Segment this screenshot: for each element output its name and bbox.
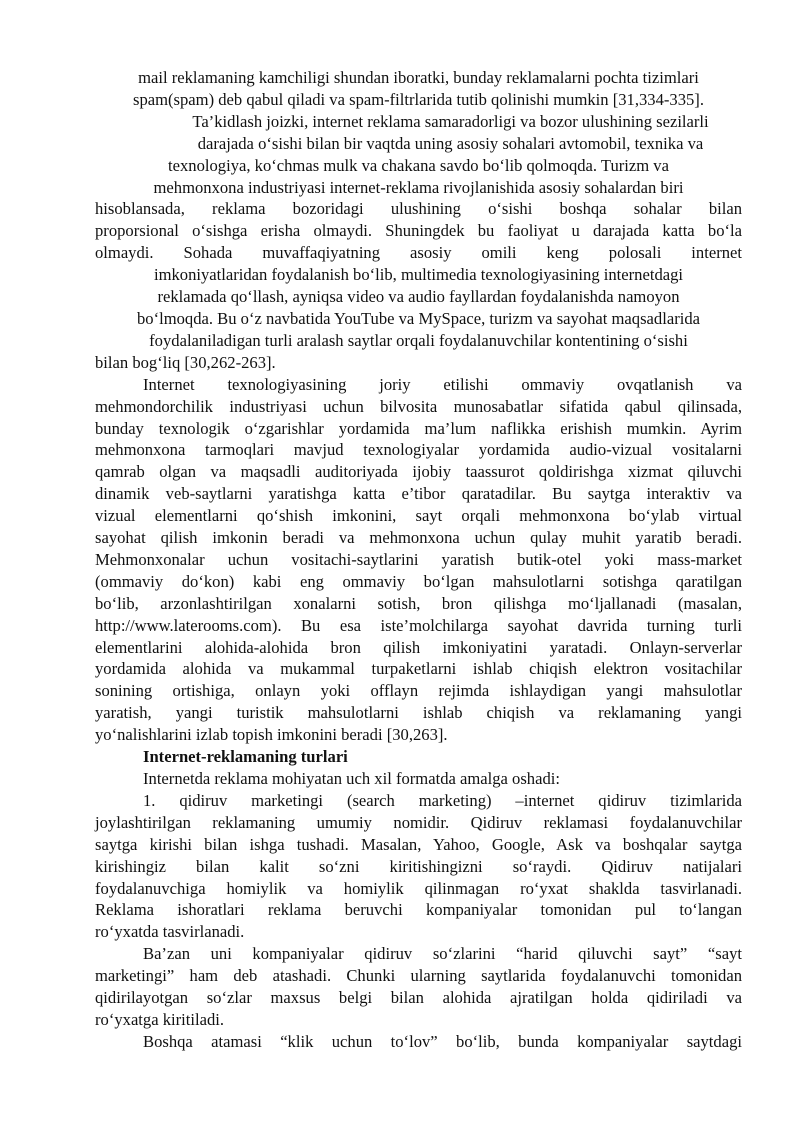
text-line: http://www.laterooms.com). Bu esa iste’molchilarga sayohat davrida turning turli: [95, 615, 742, 635]
text-line: proporsional o‘sishga erisha olmaydi. Shuningdek bu faoliyat u darajada katta bo‘la: [95, 221, 742, 241]
text-line: bo‘lmoqda. Bu o‘z navbatida YouTube va MySpace, turizm va sayohat maqsadlarida: [136, 308, 700, 328]
text-line: Reklama ishoratlari reklama beruvchi kompaniyalar tomonidan pul to‘langan: [95, 900, 742, 920]
text-line: dinamik veb-saytlarni yaratishga katta e’tibor qaratadilar. Bu saytga interaktiv va: [95, 484, 742, 504]
text-line: darajada o‘sishi bilan bir vaqtda uning asosiy sohalari avtomobil, texnika va: [197, 133, 704, 153]
text-line: Mehmonxonalar uchun vositachi-saytlarini yaratish butik-otel yoki mass-market: [95, 549, 742, 569]
text-line: elementlarini alohida-alohida bron qilish imkoniyatini yaratadi. Onlayn-serverlar: [95, 637, 742, 657]
text-line: Internet texnologiyasining joriy etilishi ommaviy ovqatlanish va: [143, 374, 742, 394]
text-line: vizual elementlarni qo‘shish imkonini, sayt orqali mehmonxona bo‘ylab virtual: [95, 506, 742, 526]
text-line: reklamada qo‘llash, ayniqsa video va audio fayllardan foydalanishda namoyon: [157, 287, 680, 307]
text-line: yordamida alohida va mukammal turpaketlarni ishlab chiqish elektron vositachilar: [95, 659, 742, 679]
section-heading: Internet-reklamaning turlari: [143, 747, 348, 767]
text-line: qamrab olgan va maqsadli auditoriyada ijobiy taassurot qoldirishga xizmat qiluvchi: [95, 462, 742, 482]
text-line: sonining ortishiga, onlayn yoki offlayn rejimda ishlaydigan yangi mahsulotlar: [95, 681, 742, 701]
text-line: bo‘lib, arzonlashtirilgan xonalarni sotish, bron qilishga mo‘ljallanadi (masalan,: [95, 593, 742, 613]
text-line: mail reklamaning kamchiligi shundan iboratki, bunday reklamalarni pochta tizimlari: [138, 68, 699, 87]
text-line: texnologiya, ko‘chmas mulk va chakana savdo bo‘lib qolmoqda. Turizm va: [168, 155, 669, 175]
text-line: kirishingiz bilan kalit so‘zni kiritishingizni so‘raydi. Qidiruv natijalari: [95, 856, 742, 876]
text-line: Ba’zan uni kompaniyalar qidiruv so‘zlarini “harid qiluvchi sayt” “sayt: [143, 944, 742, 964]
text-line: sayohat qilish imkonin beradi va mehmonxona uchun qulay muhit yaratib beradi.: [95, 528, 742, 548]
text-line: Boshqa atamasi “klik uchun to‘lov” bo‘lib, bunda kompaniyalar saytdagi: [143, 1031, 742, 1051]
text-line: yo‘nalishlarini izlab topish imkonini beradi [30,263].: [95, 725, 448, 745]
text-line: qidirilayotgan so‘zlar maxsus belgi bilan alohida ajratilgan holda qidiriladi va: [95, 988, 742, 1008]
text-line: ro‘yxatda tasvirlanadi.: [95, 922, 245, 942]
text-line: ro‘yxatga kiritiladi.: [95, 1009, 225, 1029]
text-line: Ta’kidlash joizki, internet reklama samaradorligi va bozor ulushining sezilarli: [192, 111, 709, 131]
text-line: 1. qidiruv marketingi (search marketing) –internet qidiruv tizimlarida: [143, 790, 742, 810]
text-line: bilan bog‘liq [30,262-263].: [95, 352, 276, 372]
text-line: Internetda reklama mohiyatan uch xil formatda amalga oshadi:: [143, 769, 560, 788]
text-line: (ommaviy do‘kon) kabi eng ommaviy bo‘lgan mahsulotlarni sotishga qaratilgan: [95, 571, 742, 591]
text-line: mehmonxona industriyasi internet-reklama rivojlanishida asosiy sohalardan biri: [153, 177, 684, 197]
text-line: hisoblansada, reklama bozoridagi ulushining o‘sishi boshqa sohalar bilan: [95, 199, 742, 219]
text-line: imkoniyatlaridan foydalanish bo‘lib, multimedia texnologiyasining internetdagi: [153, 265, 684, 285]
text-line: foydalaniladigan turli aralash saytlar orqali foydalanuvchilar kontentining o‘sishi: [149, 330, 688, 350]
text-line: joylashtirilgan reklamaning umumiy nomidir. Qidiruv reklamasi foydalanuvchilar: [95, 812, 742, 832]
text-line: yaratish, yangi turistik mahsulotlarni ishlab chiqish va reklamaning yangi: [95, 703, 742, 723]
text-line: mehmonxona tarmoqlari mavjud texnologiyalar yordamida audio-vizual vositalarni: [95, 440, 742, 460]
text-line: mehmondorchilik industriyasi uchun bilvosita munosabatlar sifatida qabul qilinsada,: [95, 396, 742, 416]
text-line: saytga kirishi bilan ishga tushadi. Masalan, Yahoo, Google, Ask va boshqalar saytga: [95, 834, 742, 854]
text-line: olmaydi. Sohada muvaffaqiyatning asosiy omili keng polosali internet: [95, 243, 742, 263]
text-line: foydalanuvchiga homiylik va homiylik qilinmagan ro‘yxat shaklda tasvirlanadi.: [95, 878, 742, 898]
text-line: bunday texnologik o‘zgarishlar yordamida ma’lum naflikka erishish mumkin. Ayrim: [95, 418, 742, 438]
text-line: spam(spam) deb qabul qiladi va spam-filtrlarida tutib qolinishi mumkin [31,334-335].: [132, 89, 704, 109]
text-line: marketingi” ham deb atashadi. Chunki ularning saytlarida foydalanuvchi tomonidan: [95, 966, 742, 986]
